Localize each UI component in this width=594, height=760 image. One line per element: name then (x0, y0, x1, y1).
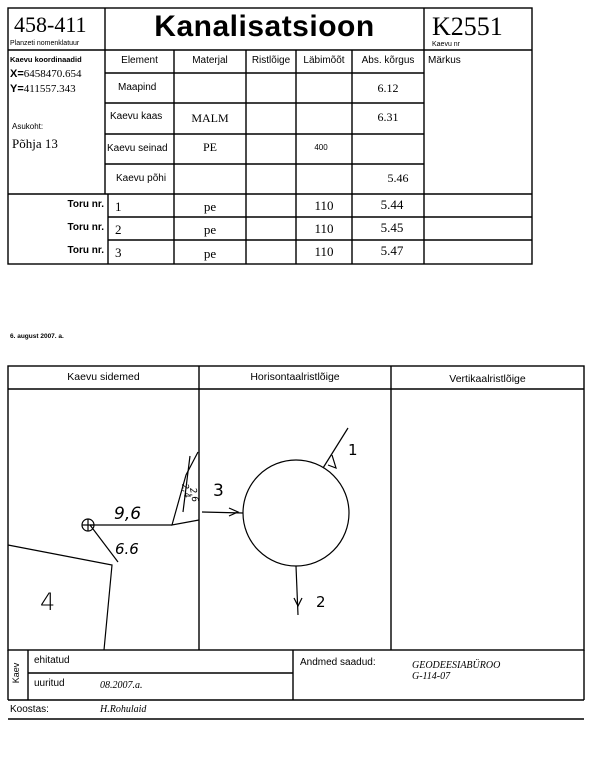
row-diameter: 400 (314, 143, 328, 152)
horizontal-section-sketch (202, 428, 349, 615)
location-value: Põhja 13 (12, 136, 58, 151)
survey-date: 6. august 2007. a. (10, 333, 64, 340)
pipe-elevation: 5.47 (380, 243, 404, 258)
header-diameter: Läbimõõt (303, 55, 345, 66)
surveyed-value: 08.2007.a. (100, 680, 143, 691)
row-material: MALM (191, 111, 229, 125)
header-element: Element (121, 55, 158, 66)
pipe-nr: 2 (115, 222, 122, 237)
sheet-number: 458-411 (14, 12, 87, 37)
row-elevation: 6.31 (377, 110, 399, 124)
header-material: Materjal (192, 55, 228, 66)
row-elevation: 5.46 (387, 171, 409, 185)
surveyed-label: uuritud (34, 678, 65, 689)
handwritten-distance: 2,4 (178, 483, 192, 499)
y-label: Y= (10, 83, 24, 95)
ties-title: Kaevu sidemed (67, 371, 140, 383)
built-label: ehitatud (34, 655, 70, 666)
header-notes: Märkus (428, 55, 461, 66)
pipe-label: Toru nr. (67, 199, 104, 210)
org-code: G-114-07 (412, 671, 451, 682)
row-material: PE (202, 140, 217, 154)
row-element: Kaevu kaas (110, 111, 163, 122)
header-cross-section: Ristlõige (251, 55, 291, 66)
x-coordinate (10, 68, 82, 80)
row-element: Maapind (118, 82, 157, 93)
pipe-material: pe (203, 199, 217, 214)
y-value: 411557.343 (23, 83, 76, 95)
row-element: Kaevu seinad (107, 143, 168, 154)
compiled-label: Koostas: (10, 704, 49, 715)
handwritten-distance: 2,6 (186, 487, 200, 503)
x-value: 6458470.654 (23, 68, 82, 80)
pipe-diameter: 110 (314, 244, 334, 259)
org-name: GEODEESIABÜROO (412, 660, 501, 671)
pipe-diameter: 110 (314, 198, 334, 213)
handwritten-pipe-number: 1 (348, 441, 358, 459)
page-title: Kanalisatsioon (154, 10, 375, 43)
row-element: Kaevu põhi (116, 173, 167, 184)
well-vertical-label: Kaev (11, 662, 21, 684)
y-coordinate (10, 83, 76, 95)
sheet-label: Planzeti nomenklatuur (10, 40, 80, 47)
pipe-nr: 1 (115, 199, 122, 214)
pipe-nr: 3 (115, 245, 122, 260)
pipe-material: pe (203, 222, 217, 237)
pipe-elevation: 5.44 (380, 197, 404, 212)
pipe-diameter: 110 (314, 221, 334, 236)
handwritten-distance: 6.6 (115, 540, 139, 558)
horizontal-section-title: Horisontaalristlõige (250, 371, 340, 383)
row-elevation: 6.12 (377, 81, 399, 95)
pipe-label: Toru nr. (67, 222, 104, 233)
x-label: X= (10, 68, 24, 80)
handwritten-distance: 9,6 (114, 504, 142, 524)
pipe-label: Toru nr. (67, 245, 104, 256)
ties-sketch (8, 452, 199, 650)
data-from-label: Andmed saadud: (300, 657, 376, 668)
pipe-material: pe (203, 246, 217, 261)
header-elevation: Abs. kõrgus (361, 55, 415, 66)
pipe-elevation: 5.45 (380, 220, 404, 235)
handwritten-pipe-number: 3 (213, 481, 224, 501)
handwritten-pipe-number: 2 (316, 593, 326, 611)
location-label: Asukoht: (12, 122, 44, 131)
vertical-section-title: Vertikaalristlõige (449, 373, 526, 385)
handwritten-house-number: 4 (40, 588, 56, 616)
coords-label: Kaevu koordinaadid (10, 55, 82, 64)
well-id: K2551 (432, 12, 503, 41)
well-id-label: Kaevu nr (432, 41, 461, 48)
compiled-value: H.Rohulaid (100, 704, 147, 715)
